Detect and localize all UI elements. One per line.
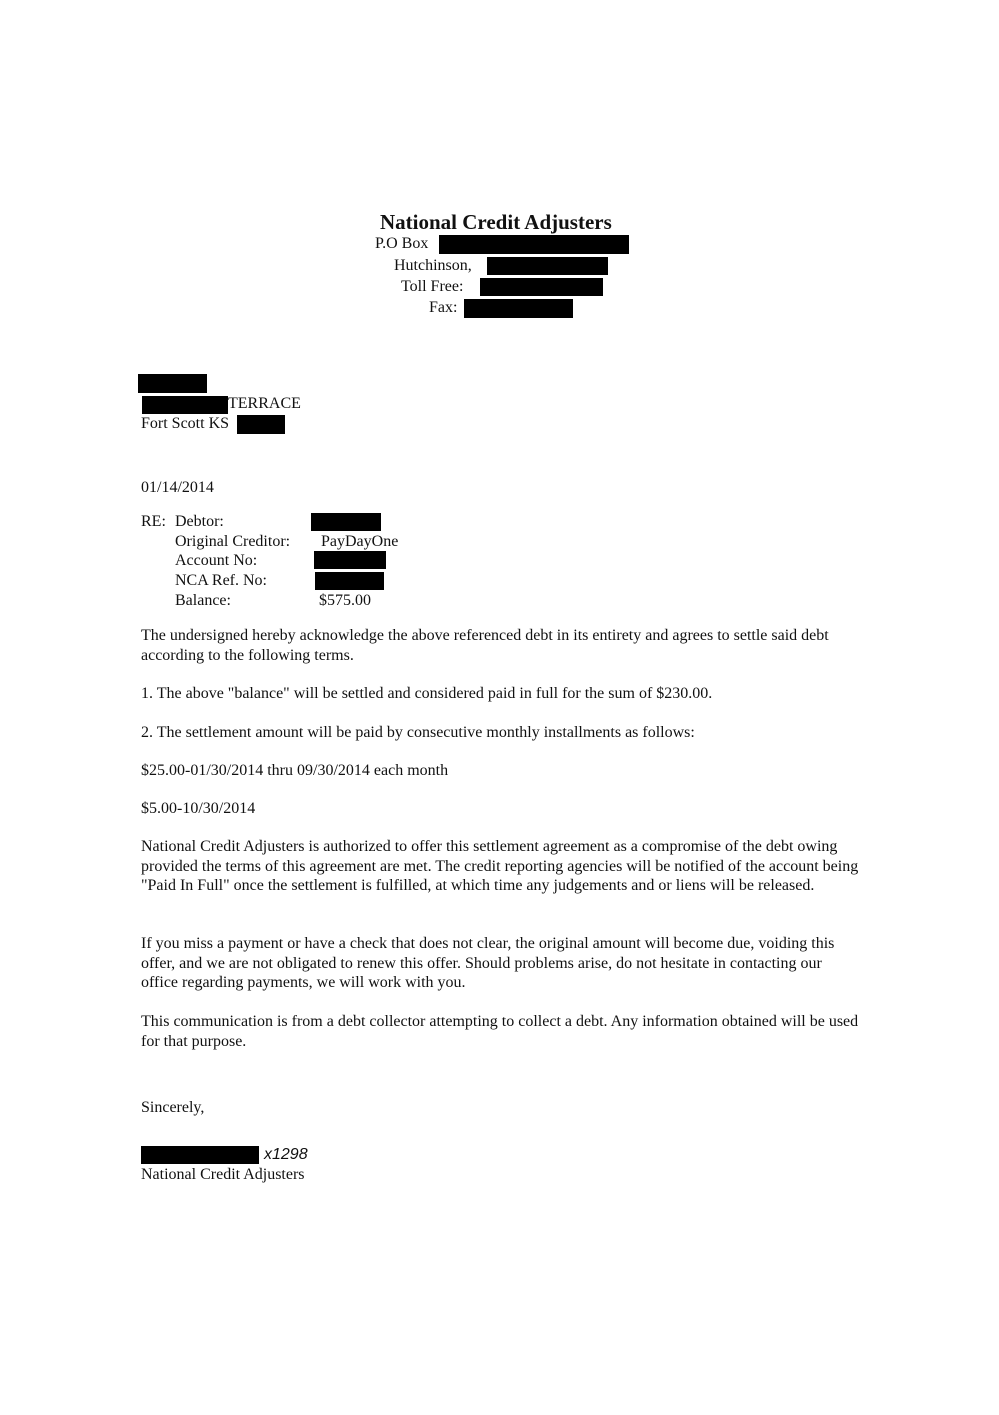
authorization-paragraph: National Credit Adjusters is authorized to offer this settlement agreement as a compromise of the debt owing provided the terms of this agreement are met. The credit reporting agencies will be notified of the account being "Paid In Full" once the settlement is fulfilled, at which time any judgements and or liens will be released. — [141, 838, 859, 894]
signatory-extension: x1298 — [264, 1146, 308, 1163]
installment-2: $5.00-10/30/2014 — [141, 800, 256, 817]
installment-1: $25.00-01/30/2014 thru 09/30/2014 each month — [141, 762, 449, 779]
nca-ref-label: NCA Ref. No: — [175, 572, 267, 589]
recipient-street-suffix: TERRACE — [228, 395, 301, 412]
intro-paragraph: The undersigned hereby acknowledge the above referenced debt in its entirety and agrees to settle said debt according to the following terms. — [141, 627, 829, 664]
redacted-debtor — [311, 513, 381, 531]
balance-label: Balance: — [175, 592, 231, 609]
redacted-fax — [464, 299, 573, 318]
original-creditor-label: Original Creditor: — [175, 533, 291, 550]
closing-company: National Credit Adjusters — [141, 1166, 305, 1183]
re-label: RE: — [141, 513, 166, 530]
missed-payment-paragraph: If you miss a payment or have a check that does not clear, the original amount will become due, voiding this offer, and we are not obligated to renew this offer. Should problems arise, do not hesitate in contacting our office regarding payments, we will work with you. — [141, 935, 835, 991]
account-no-label: Account No: — [175, 552, 258, 569]
salutation: Sincerely, — [141, 1099, 205, 1116]
redacted-nca-ref — [315, 572, 384, 590]
original-creditor-value: PayDayOne — [321, 533, 399, 550]
balance-value: $575.00 — [319, 592, 371, 609]
toll-free-label: Toll Free: — [401, 278, 464, 295]
redacted-account-no — [314, 551, 386, 569]
redacted-toll-free — [480, 278, 603, 296]
debtor-label: Debtor: — [175, 513, 224, 530]
redacted-recipient-name — [138, 374, 207, 393]
letter-date: 01/14/2014 — [141, 479, 214, 496]
company-title: National Credit Adjusters — [380, 210, 612, 234]
redacted-po-box — [439, 235, 629, 254]
fax-label: Fax: — [429, 299, 458, 316]
redacted-city-zip — [487, 257, 608, 275]
recipient-city-state: Fort Scott KS — [141, 415, 230, 432]
redacted-street-number — [142, 396, 228, 414]
po-box-label: P.O Box — [375, 235, 429, 252]
term-2: 2. The settlement amount will be paid by consecutive monthly installments as follows: — [141, 724, 695, 741]
redacted-signatory — [141, 1146, 259, 1164]
disclosure-paragraph: This communication is from a debt collector attempting to collect a debt. Any information obtained will be used for that purpose. — [141, 1013, 859, 1050]
city-label: Hutchinson, — [394, 257, 472, 274]
redacted-zip — [237, 415, 285, 434]
term-1: 1. The above "balance" will be settled and considered paid in full for the sum of $230.00. — [141, 685, 713, 702]
